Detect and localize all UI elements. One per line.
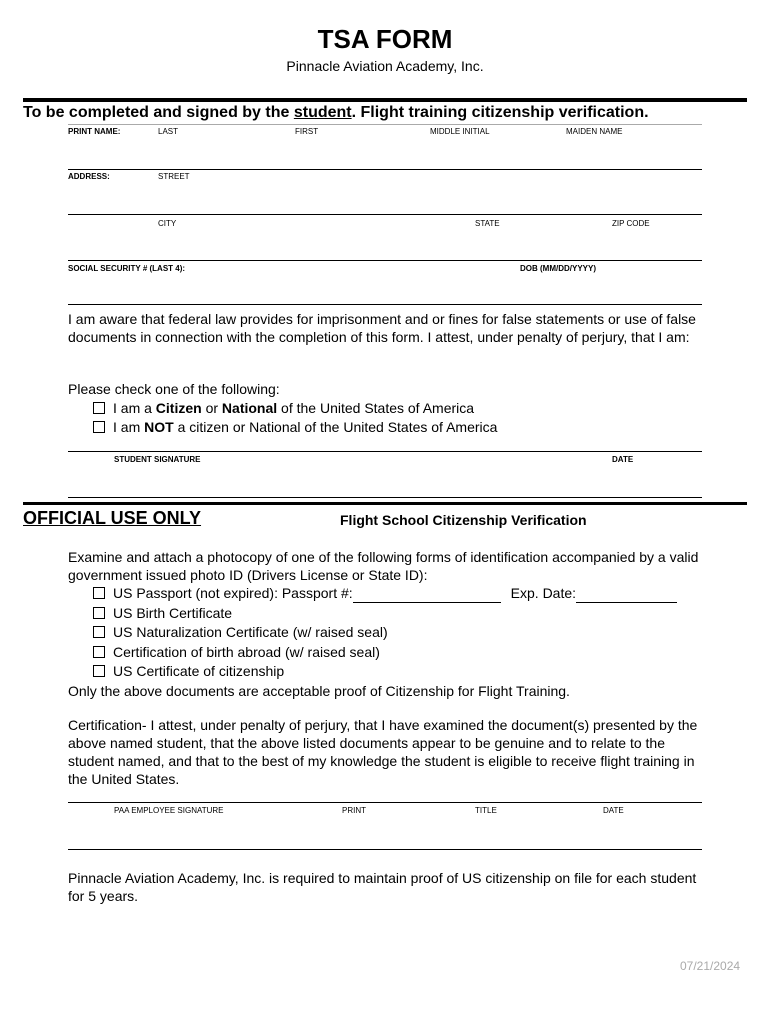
checkbox-naturalization[interactable] xyxy=(93,626,105,638)
address-label: ADDRESS: xyxy=(68,172,110,181)
official-use-heading: OFFICIAL USE ONLY xyxy=(23,508,202,528)
print-label: PRINT xyxy=(342,806,366,815)
maiden-name-label: MAIDEN NAME xyxy=(566,127,623,136)
naturalization-option[interactable]: US Naturalization Certificate (w/ raised seal) xyxy=(93,623,388,642)
checkbox-citizenship-certificate[interactable] xyxy=(93,665,105,677)
ssn-field-line[interactable] xyxy=(68,304,702,305)
citizen-option[interactable]: I am a Citizen or National of the United States of America xyxy=(93,399,474,418)
official-divider xyxy=(23,502,747,505)
attestation-text: I am aware that federal law provides for imprisonment and or fines for false statements or use of false documents in connection with the completion of this form. I attest, under penalty of perjury, that I am: xyxy=(68,311,696,345)
middle-initial-label: MIDDLE INITIAL xyxy=(430,127,490,136)
employee-signature-label: PAA EMPLOYEE SIGNATURE xyxy=(114,806,224,815)
ssn-label: SOCIAL SECURITY # (LAST 4): xyxy=(68,264,186,273)
passport-number-field[interactable] xyxy=(353,588,501,603)
birth-abroad-option[interactable]: Certification of birth abroad (w/ raised seal) xyxy=(93,643,380,662)
print-name-label: PRINT NAME: xyxy=(68,127,121,136)
retention-note: Pinnacle Aviation Academy, Inc. is required to maintain proof of US citizenship on file for each student for 5 years. xyxy=(68,870,697,904)
section-divider xyxy=(23,98,747,102)
dob-label: DOB (MM/DD/YYYY) xyxy=(520,264,596,273)
zip-code-label: ZIP CODE xyxy=(612,219,650,228)
title-label: TITLE xyxy=(475,806,497,815)
id-instructions: Examine and attach a photocopy of one of the following forms of identification accompanied by a valid government issued photo ID (Drivers License or State ID): xyxy=(68,549,699,583)
checkbox-citizen[interactable] xyxy=(93,402,105,414)
birth-certificate-option[interactable]: US Birth Certificate xyxy=(93,604,232,623)
citizenship-certificate-option[interactable]: US Certificate of citizenship xyxy=(93,662,284,681)
name-field-line[interactable] xyxy=(68,169,702,170)
checkbox-birth-certificate[interactable] xyxy=(93,607,105,619)
employee-top-line xyxy=(68,802,702,803)
signature-top-line xyxy=(68,451,702,452)
organization-name: Pinnacle Aviation Academy, Inc. xyxy=(286,58,484,74)
student-date-label: DATE xyxy=(612,455,634,464)
last-name-label: LAST xyxy=(158,127,179,136)
checkbox-birth-abroad[interactable] xyxy=(93,646,105,658)
employee-date-label: DATE xyxy=(603,806,624,815)
student-emphasis: student xyxy=(293,104,352,121)
expiration-date-field[interactable] xyxy=(576,588,677,603)
city-label: CITY xyxy=(158,219,177,228)
passport-option[interactable]: US Passport (not expired): Passport #: Exp. Date: xyxy=(93,584,677,603)
checkbox-not-citizen[interactable] xyxy=(93,421,105,433)
first-name-label: FIRST xyxy=(295,127,319,136)
street-label: STREET xyxy=(158,172,190,181)
acceptable-documents-note: Only the above documents are acceptable proof of Citizenship for Flight Training. xyxy=(68,683,570,699)
checkbox-passport[interactable] xyxy=(93,587,105,599)
street-field-line[interactable] xyxy=(68,214,702,215)
certification-text: Certification- I attest, under penalty of perjury, that I have examined the document(s) presented by the above named student, that the above listed documents appear to be genuine and to relate to the student named, and that to the best of my knowledge the student is eligible to receive flight training in the United States. xyxy=(68,717,698,787)
student-section-heading: To be completed and signed by the student. Flight training citizenship verification. xyxy=(23,104,649,121)
student-signature-label: STUDENT SIGNATURE xyxy=(114,455,201,464)
state-label: STATE xyxy=(475,219,500,228)
not-citizen-option[interactable]: I am NOT a citizen or National of the United States of America xyxy=(93,418,497,437)
employee-signature-line[interactable] xyxy=(68,849,702,850)
check-prompt: Please check one of the following: xyxy=(68,381,280,397)
student-signature-line[interactable] xyxy=(68,497,702,498)
heading-underline xyxy=(68,124,702,125)
date-stamp: 07/21/2024 xyxy=(680,959,741,973)
city-field-line[interactable] xyxy=(68,260,702,261)
form-title: TSA FORM xyxy=(317,24,453,54)
verification-subheading: Flight School Citizenship Verification xyxy=(340,512,587,528)
